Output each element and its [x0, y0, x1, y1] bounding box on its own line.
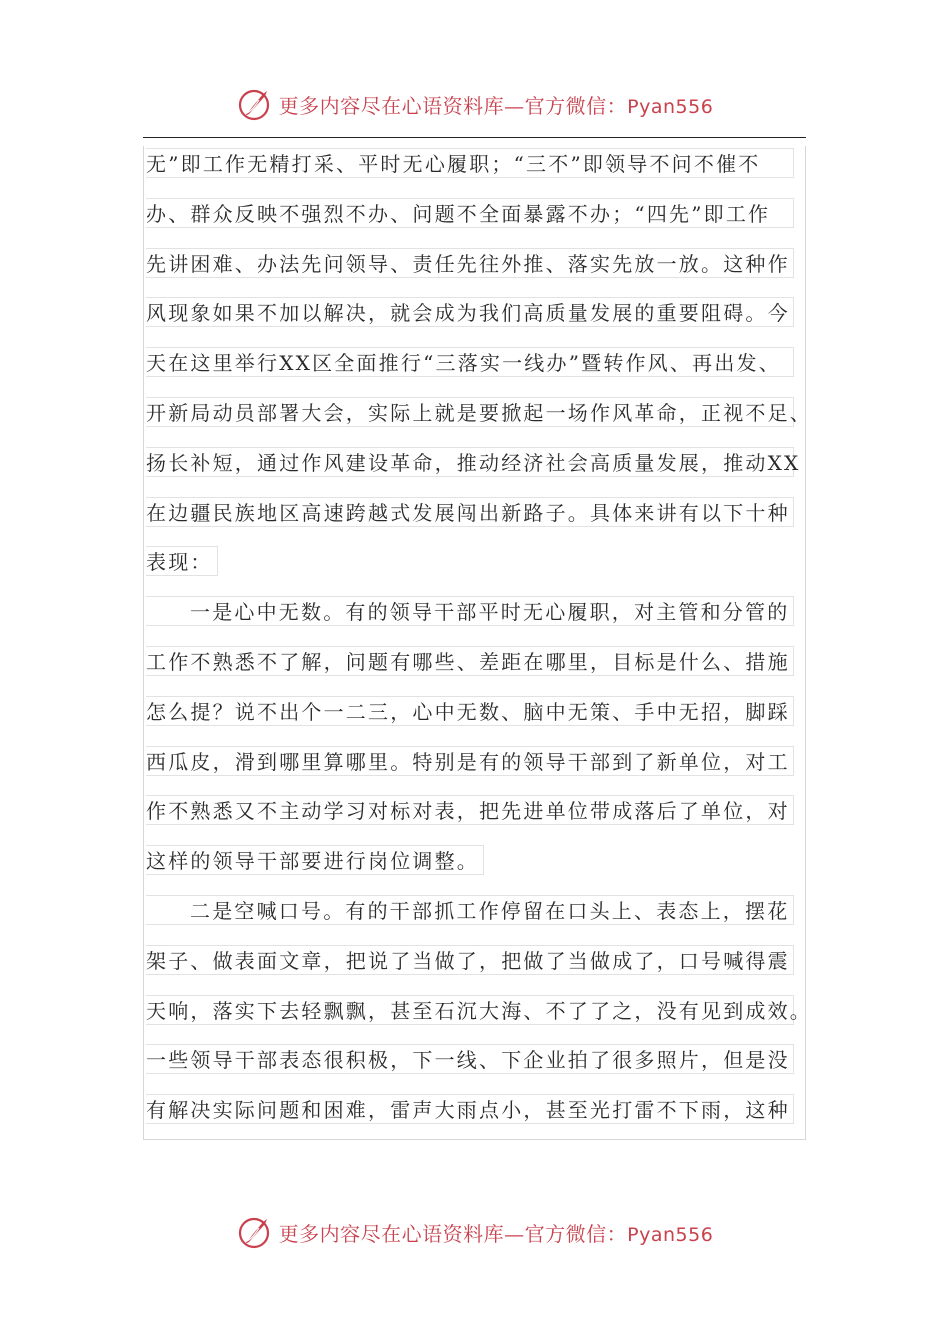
- text-line: 怎么提？说不出个一二三，心中无数、脑中无策、手中无招，脚踩: [146, 696, 794, 726]
- paragraph-first-line: 二是空喊口号。有的干部抓工作停留在口头上、表态上，摆花: [146, 895, 794, 925]
- banner-main-text: 更多内容尽在心语资料库: [278, 93, 505, 118]
- text-line: 扬长补短，通过作风建设革命，推动经济社会高质量发展，推动XX: [146, 447, 794, 477]
- quill-pen-icon: [237, 86, 273, 122]
- text-line: 西瓜皮，滑到哪里算哪里。特别是有的领导干部到了新单位，对工: [146, 746, 794, 776]
- banner-label: 官方微信：: [524, 93, 628, 118]
- text-line: 在边疆民族地区高速跨越式发展闯出新路子。具体来讲有以下十种: [146, 497, 794, 527]
- text-line: 天响，落实下去轻飘飘，甚至石沉大海、不了了之，没有见到成效。: [146, 995, 794, 1025]
- text-line: 架子、做表面文章，把说了当做了，把做了当做成了，口号喊得震: [146, 945, 794, 975]
- banner-separator: —: [504, 1221, 525, 1246]
- text-line: 这样的领导干部要进行岗位调整。: [146, 845, 484, 875]
- quill-pen-icon: [237, 1214, 273, 1250]
- paragraph-first-line: 一是心中无数。有的领导干部平时无心履职，对主管和分管的: [146, 596, 794, 626]
- banner-wechat-id: Pyan556: [627, 95, 714, 118]
- header-divider: [143, 137, 806, 138]
- text-line: 风现象如果不加以解决，就会成为我们高质量发展的重要阻碍。今: [146, 297, 794, 327]
- text-line: 开新局动员部署大会，实际上就是要掀起一场作风革命，正视不足、: [146, 397, 794, 427]
- text-line: 表现：: [146, 546, 218, 576]
- banner-separator: —: [504, 93, 525, 118]
- text-line: 无”即工作无精打采、平时无心履职；“三不”即领导不问不催不: [146, 148, 794, 178]
- text-line: 作不熟悉又不主动学习对标对表，把先进单位带成落后了单位，对: [146, 795, 794, 825]
- text-line: 办、群众反映不强烈不办、问题不全面暴露不办；“四先”即工作: [146, 198, 794, 228]
- text-line: 工作不熟悉不了解，问题有哪些、差距在哪里，目标是什么、措施: [146, 646, 794, 676]
- header-banner-text: [279, 90, 714, 119]
- banner-wechat-id: Pyan556: [627, 1223, 714, 1246]
- header-banner: [0, 82, 950, 126]
- banner-label: 官方微信：: [524, 1221, 628, 1246]
- text-line: 天在这里举行XX区全面推行“三落实一线办”暨转作风、再出发、: [146, 347, 794, 377]
- text-line: 一些领导干部表态很积极，下一线、下企业拍了很多照片，但是没: [146, 1044, 794, 1074]
- banner-main-text: 更多内容尽在心语资料库: [278, 1221, 505, 1246]
- footer-banner: [0, 1210, 950, 1254]
- footer-banner-text: [279, 1218, 714, 1247]
- text-line: 先讲困难、办法先问领导、责任先往外推、落实先放一放。这种作: [146, 248, 794, 278]
- document-body: [146, 148, 826, 1144]
- text-line: 有解决实际问题和困难，雷声大雨点小，甚至光打雷不下雨，这种: [146, 1094, 794, 1124]
